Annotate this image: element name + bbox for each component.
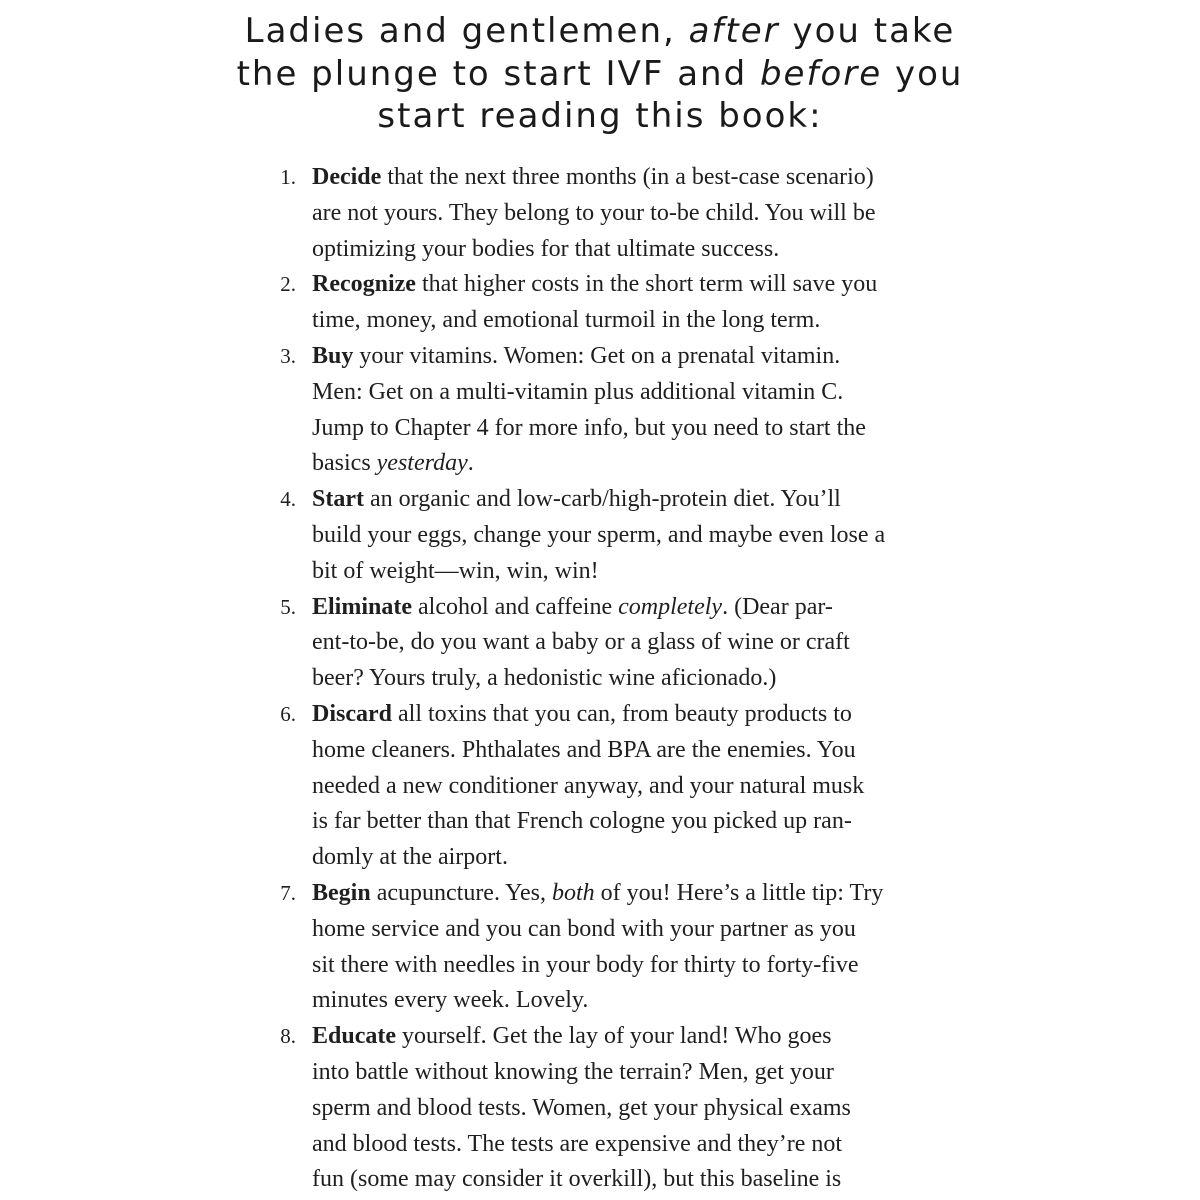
item-lead-word: Educate [312,1023,396,1050]
item-line: ent-to-be, do you want a baby or a glass of wine or craft [312,629,850,656]
item-lead-word: Eliminate [312,593,412,620]
item-line [312,876,942,912]
item-line: bit of weight—win, win, win! [312,557,599,584]
item-line: are not yours. They belong to your to-be child. You will be [312,199,876,226]
item-number: 5. [280,594,296,619]
item-line: minutes every week. Lovely. [312,987,589,1014]
heading-emphasis: after [688,11,780,51]
item-line: sit there with needles in your body for thirty to forty-five [312,951,859,978]
item-line: beer? Yours truly, a hedonistic wine aficionado.) [312,665,777,692]
item-line [312,482,942,518]
item-lead-word: Discard [312,700,392,727]
item-lead-word: Begin [312,879,371,906]
item-line: home cleaners. Phthalates and BPA are the enemies. You [312,736,856,763]
list-item [262,590,942,697]
item-text: your vitamins. Women: Get on a prenatal vitamin. [353,342,841,369]
item-line: Jump to Chapter 4 for more info, but you need to start the [312,414,866,441]
item-text: all toxins that you can, from beauty products to [392,700,852,727]
item-line: Men: Get on a multi-vitamin plus additional vitamin C. [312,378,844,405]
item-text: basics [312,450,377,477]
item-lead-word: Start [312,486,364,513]
item-number: 3. [280,343,296,368]
heading-line-1 [200,10,1000,53]
item-line [312,697,942,733]
item-line: sperm and blood tests. Women, get your physical exams [312,1094,851,1121]
item-emphasis: both [552,879,595,906]
item-text: that higher costs in the short term will save you [415,271,878,298]
item-lead-word: Buy [312,342,354,369]
list-item [262,160,942,267]
item-text: acupuncture. Yes, [370,879,552,906]
list-item [262,267,942,339]
item-line [312,590,942,626]
item-line: is far better than that French cologne you picked up ran- [312,808,852,835]
list-item [262,339,942,482]
heading-line-3: start reading this book: [377,96,823,136]
item-line: optimizing your bodies for that ultimate success. [312,235,780,262]
heading-text: you [882,53,964,94]
item-line [312,446,942,482]
page-heading [200,10,1000,138]
item-line: build your eggs, change your sperm, and maybe even lose a [312,521,886,548]
item-line: time, money, and emotional turmoil in the long term. [312,307,821,334]
heading-line-2 [200,53,1000,96]
item-emphasis: yesterday [376,450,468,477]
item-line: and blood tests. The tests are expensive and they’re not [312,1130,843,1157]
item-number: 8. [280,1024,296,1049]
item-number: 7. [280,880,296,905]
item-number: 2. [280,272,296,297]
heading-emphasis: before [759,53,883,94]
item-lead-word: Recognize [312,271,416,298]
item-line: needed a new conditioner anyway, and your natural musk [312,772,865,799]
item-emphasis: completely [618,593,723,620]
heading-text: Ladies and gentlemen, [244,11,689,51]
item-line: home service and you can bond with your partner as you [312,915,856,942]
list-item [262,1019,942,1198]
item-text: an organic and low-carb/high-protein diet. You’ll [363,486,841,513]
list-item [262,482,942,589]
item-number: 4. [280,487,296,512]
item-text: . (Dear par- [722,593,833,620]
list-item [262,876,942,1019]
item-text: . [467,450,474,477]
item-line [312,160,942,196]
item-text: yourself. Get the lay of your land! Who goes [396,1023,832,1050]
item-lead-word: Decide [312,164,382,190]
item-line [312,339,942,375]
item-number: 1. [280,165,296,189]
item-line [312,267,942,303]
heading-text: the plunge to start IVF and [236,53,760,94]
item-number: 6. [280,701,296,726]
item-text: of you! Here’s a little tip: Try [594,879,884,906]
item-line: domly at the airport. [312,844,508,871]
item-text: that the next three months (in a best-case scenario) [381,164,874,190]
item-line: into battle without knowing the terrain? Men, get your [312,1058,834,1085]
list-item [262,697,942,876]
heading-text: you take [779,11,956,51]
checklist [262,160,942,1198]
item-text: alcohol and caffeine [412,593,619,620]
item-line [312,1019,942,1055]
item-line: fun (some may consider it overkill), but this baseline is [312,1166,842,1193]
